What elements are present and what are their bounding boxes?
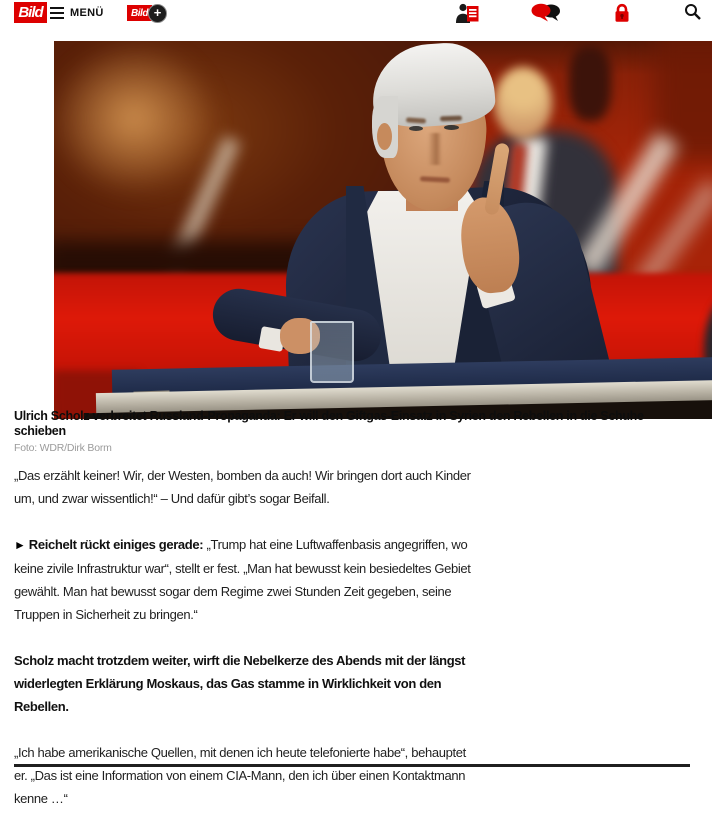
lock-icon[interactable] — [612, 3, 632, 23]
background-person-head — [494, 67, 552, 139]
hamburger-icon — [50, 7, 64, 20]
article-paragraph — [14, 533, 480, 626]
plus-icon: + — [148, 4, 167, 23]
paragraph-text: Scholz macht trotzdem weiter, wirft die Nebelkerze des Abends mit der längst widerlegten Erklärung Moskaus, das Gas stamme in Wirklichkeit von den Rebellen. — [14, 653, 466, 714]
comments-icon[interactable] — [531, 3, 561, 23]
account-icon[interactable] — [456, 3, 480, 23]
next-content-edge — [14, 764, 690, 767]
ear — [377, 123, 392, 150]
paragraph-text: „Ich habe amerikanische Quellen, mit denen ich heute telefonierte habe“, behauptet er. „Das ist eine Information von einem CIA-Mann, den ich über einen Kontaktmann kenne …“ — [14, 745, 466, 806]
bildplus-logo[interactable] — [127, 4, 167, 22]
photo-caption-block — [14, 409, 692, 454]
bild-logo[interactable] — [14, 2, 47, 23]
water-glass — [310, 321, 354, 383]
article-photo — [54, 41, 712, 419]
top-navbar — [0, 0, 712, 25]
article-paragraph — [14, 741, 480, 810]
paragraph-lead: Reichelt rückt einiges gerade: — [28, 537, 204, 552]
photo-caption: Ulrich Scholz verbreitet Russland-Propaganda: Er will den Giftgas-Einsatz in Syrien den Rebellen in die Schuhe schieben — [14, 409, 644, 438]
screen-silhouette — [569, 46, 611, 121]
nose-shadow — [428, 133, 442, 165]
bildplus-text: Bild — [127, 5, 152, 21]
article-paragraph — [14, 464, 480, 510]
photo-credit: Foto: WDR/Dirk Borm — [14, 442, 112, 454]
paragraph-text: „Trump hat eine Luftwaffenbasis angegriffen, wo keine zivile Infrastruktur war“, stellt er fest. „Man hat bewusst kein besiedeltes Gebiet gewählt. Man hat bewusst sogar dem Regime zwei Stunden Zeit gegeben, seine Truppen in Sicherheit zu bringen.“ — [14, 537, 471, 622]
eye — [409, 126, 423, 131]
smoke-blur — [54, 41, 219, 196]
bild-logo-text: Bild — [18, 4, 43, 21]
article-body — [14, 464, 480, 833]
bullet-arrow-icon: ► — [14, 538, 26, 552]
article-paragraph — [14, 649, 480, 718]
eyebrow — [440, 116, 462, 122]
menu-button[interactable] — [50, 3, 104, 23]
search-icon[interactable] — [684, 3, 701, 23]
eye — [444, 125, 459, 130]
paragraph-text: „Das erzählt keiner! Wir, der Westen, bomben da auch! Wir bringen dort auch Kinder um, und zwar wissentlich!“ – Und dafür gibt’s sogar Beifall. — [14, 468, 471, 506]
menu-label: MENÜ — [70, 7, 104, 19]
